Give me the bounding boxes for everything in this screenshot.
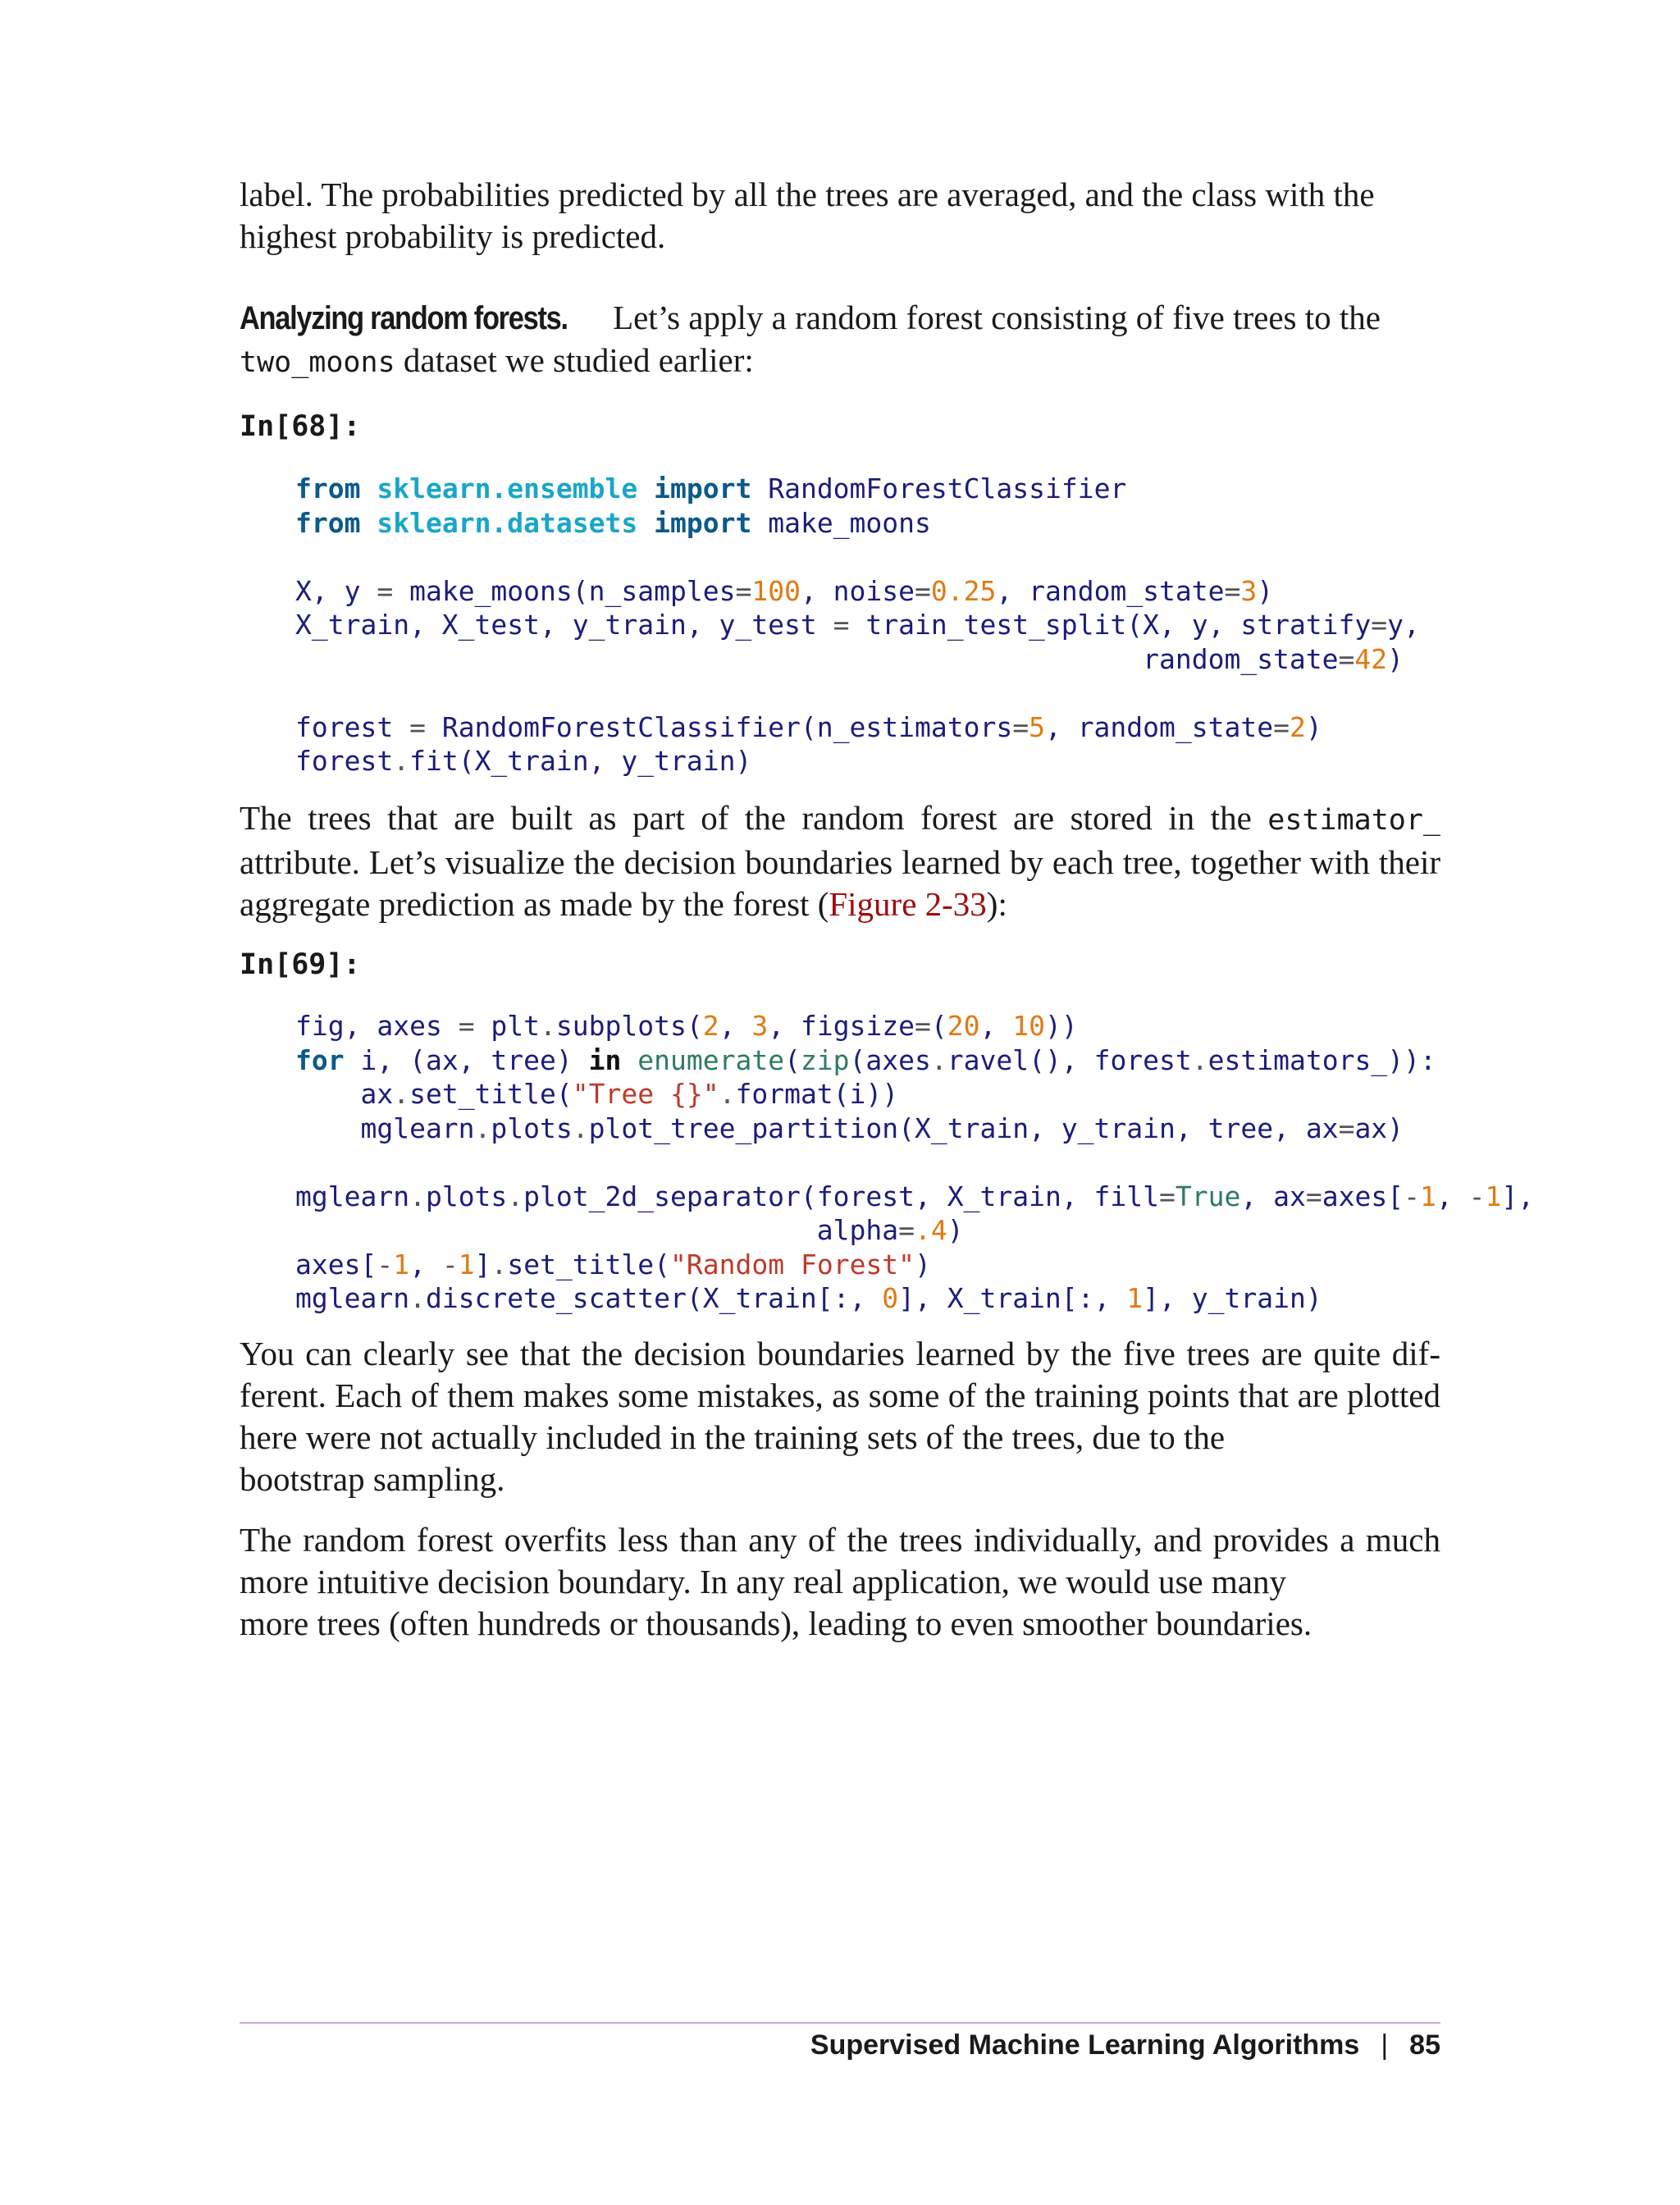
paragraph-overfits — [240, 1519, 1440, 1645]
paragraph-text: ): — [986, 885, 1007, 923]
paragraph-text: The trees that are built as part of the random forest are stored in the — [240, 799, 1268, 837]
page-number: 85 — [1409, 2029, 1440, 2061]
input-prompt-68: In[68]: — [240, 410, 361, 443]
input-prompt-69: In[69]: — [240, 948, 361, 981]
paragraph-text: Let’s apply a random forest consisting of five trees to the — [604, 299, 1381, 336]
paragraph-boundaries — [240, 1333, 1440, 1500]
inline-code: estimator_ — [1267, 804, 1440, 837]
paragraph-text: attribute. Let’s visualize the decision boundaries learned by each tree, together with their aggregate prediction as made by the forest ( — [240, 843, 1440, 923]
inline-code: two_moons — [240, 346, 395, 379]
code-block-68: from sklearn.ensemble import RandomForestClassifier from sklearn.datasets import make_moons X, y = make_moons(n_samples=100, noise=0.25, random_state=3) X_train, X_test, y_train, y_test = train_test_split(X, y, stratify=y, random_state=42) forest = RandomForestClassifier(n_estimators=5, random_state=2) forest.fit(X_train, y_train) — [295, 472, 1420, 777]
run-in-heading: Analyzing random forests. — [240, 300, 568, 336]
paragraph-text: You can clearly see that the decision boundaries learned by the five trees are quite different. Each of them makes some mistakes, as some of the training points that are plotted here were not actually included in the training sets of the trees, due to the — [240, 1335, 1440, 1456]
paragraph-text: dataset we studied earlier: — [395, 341, 754, 379]
footer-rule — [240, 2022, 1440, 2024]
paragraph-text: label. The probabilities predicted by all the trees are averaged, and the class with the — [240, 176, 1375, 213]
paragraph-intro — [240, 174, 1440, 258]
footer-separator: | — [1381, 2029, 1389, 2061]
figure-link[interactable]: Figure 2-33 — [829, 885, 987, 923]
footer-section-title: Supervised Machine Learning Algorithms — [810, 2029, 1360, 2061]
page-footer — [810, 2029, 1440, 2061]
paragraph-estimators — [240, 797, 1440, 925]
paragraph-text: The random forest overfits less than any of the trees individually, and provides a much more intuitive decision boundary. In any real application, we would use many — [240, 1521, 1440, 1600]
paragraph-text-last: more trees (often hundreds or thousands), leading to even smoother boundaries. — [240, 1605, 1312, 1642]
paragraph-text-last: bootstrap sampling. — [240, 1460, 505, 1498]
code-block-69: fig, axes = plt.subplots(2, 3, figsize=(20, 10)) for i, (ax, tree) in enumerate(zip(axes.ravel(), forest.estimators_)): ax.set_title("Tree {}".format(i)) mglearn.plots.plot_tree_partition(X_train, y_train, tree, ax=ax) mglearn.plots.plot_2d_separator(forest, X_train, fill=True, ax=axes[-1, -1], alpha=.4) axes[-1, -1].set_title("Random Forest") mglearn.discrete_scatter(X_train[:, 0], X_train[:, 1], y_train) — [295, 1010, 1535, 1314]
paragraph-analyzing — [240, 297, 1440, 384]
paragraph-text-last: highest probability is predicted. — [240, 217, 666, 255]
